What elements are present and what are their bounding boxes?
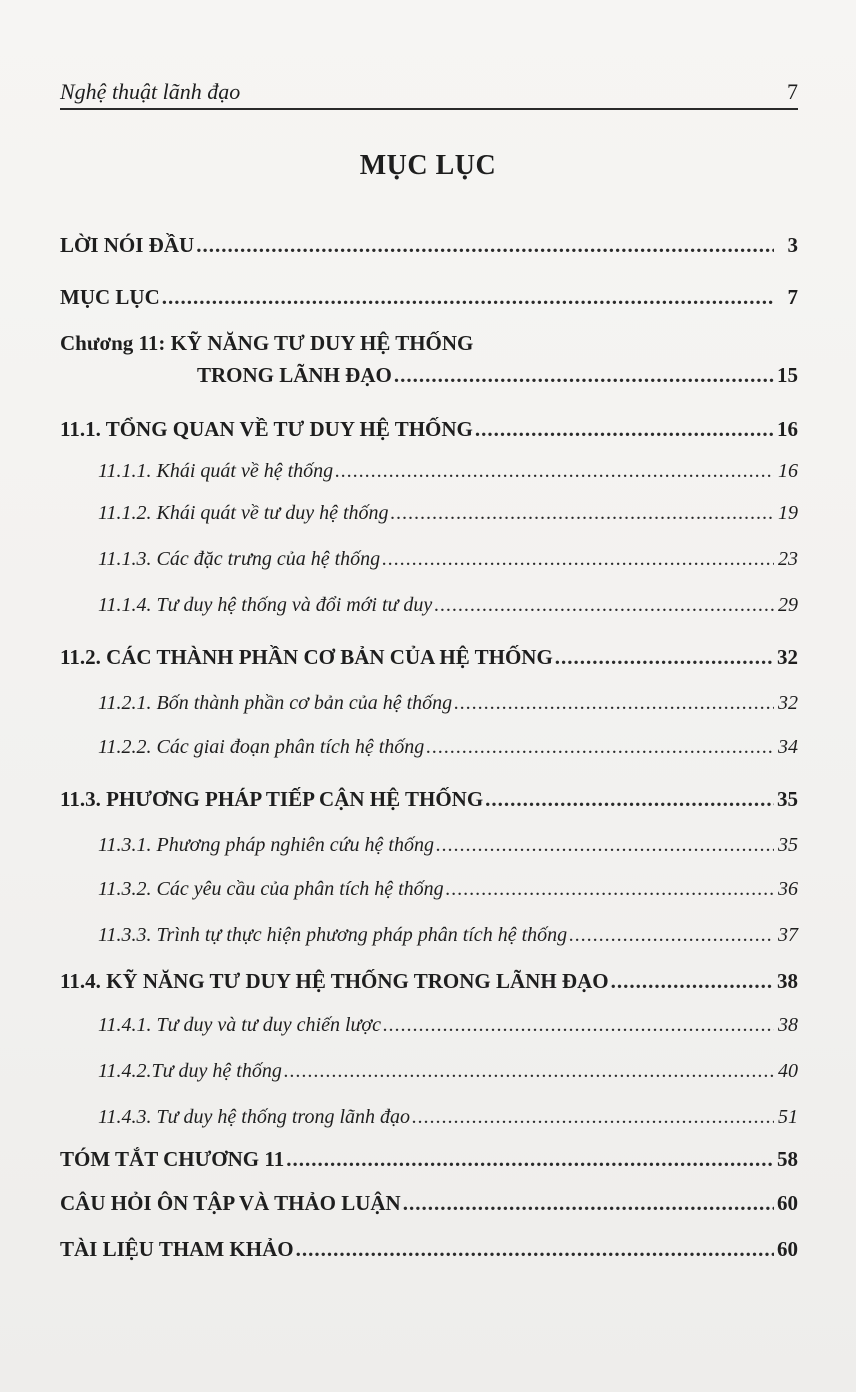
dot-leader: [485, 786, 774, 812]
dot-leader: [436, 832, 774, 858]
running-header: [60, 78, 798, 110]
toc-entry-page: 19: [778, 502, 798, 524]
toc-entry-subsection: [60, 1104, 798, 1130]
dot-leader: [611, 968, 774, 994]
toc-entry-subsection: [60, 1058, 798, 1084]
toc-heading: MỤC LỤC: [359, 150, 497, 181]
toc-entry-label: 11.3.3. Trình tự thực hiện phương pháp phân tích hệ thống: [98, 924, 568, 946]
toc-entry-page: 34: [778, 736, 798, 758]
toc-entry-page: 38: [778, 1014, 798, 1036]
toc-entry-subsection: [60, 500, 798, 526]
toc-entry-label: 11.4.1. Tư duy và tư duy chiến lược: [98, 1014, 381, 1036]
toc-entry-label: 11.2.1. Bốn thành phần cơ bản của hệ thống: [98, 692, 453, 714]
toc-entry-page: 35: [777, 787, 798, 811]
toc-entry-subsection: [60, 734, 798, 760]
toc-entry-label: 11.1.2. Khái quát về tư duy hệ thống: [98, 502, 389, 524]
toc-entry-page: 38: [777, 969, 798, 993]
toc-entry-page: 60: [777, 1237, 798, 1261]
toc-entry-section: [60, 416, 798, 442]
toc-entry-page: 23: [778, 548, 798, 570]
toc-entry-references: [60, 1236, 798, 1262]
toc-entry-subsection: [60, 1012, 798, 1038]
toc-entry-subsection: [60, 546, 798, 572]
toc-entry-label: LỜI NÓI ĐẦU: [60, 233, 195, 257]
dot-leader: [162, 284, 774, 310]
dot-leader: [569, 922, 774, 948]
toc-entry-page: 35: [778, 834, 798, 856]
dot-leader: [403, 1190, 774, 1216]
page-number: 7: [787, 79, 798, 104]
toc-entry-label: 11.3.1. Phương pháp nghiên cứu hệ thống: [98, 834, 434, 856]
toc-entry-section: [60, 968, 798, 994]
chapter-title-line1: Chương 11: KỸ NĂNG TƯ DUY HỆ THỐNG: [60, 331, 474, 355]
toc-entry-label: MỤC LỤC: [60, 285, 160, 309]
dot-leader: [335, 458, 774, 484]
toc-entry-label: 11.1.1. Khái quát về hệ thống: [98, 460, 334, 482]
dot-leader: [394, 362, 774, 388]
toc-entry-label: 11.1. TỔNG QUAN VỀ TƯ DUY HỆ THỐNG: [60, 417, 473, 441]
toc-entry-label: CÂU HỎI ÔN TẬP VÀ THẢO LUẬN: [60, 1191, 401, 1215]
toc-entry-page: 36: [778, 878, 798, 900]
dot-leader: [383, 1012, 774, 1038]
toc-entry-label: 11.4.3. Tư duy hệ thống trong lãnh đạo: [98, 1106, 411, 1128]
toc-entry-page: 40: [778, 1060, 798, 1082]
dot-leader: [475, 416, 774, 442]
toc-entry-preface: [60, 232, 798, 258]
toc-entry-label: TÓM TẮT CHƯƠNG 11: [60, 1147, 285, 1171]
toc-entry-contents: [60, 284, 798, 310]
dot-leader: [454, 690, 774, 716]
dot-leader: [434, 592, 774, 618]
dot-leader: [196, 232, 774, 258]
book-title: Nghệ thuật lãnh đạo: [60, 79, 241, 104]
toc-entry-label: 11.3.2. Các yêu cầu của phân tích hệ thống: [98, 878, 444, 900]
toc-entry-label: 11.4.2.Tư duy hệ thống: [98, 1060, 282, 1082]
dot-leader: [382, 546, 774, 572]
toc-entry-subsection: [60, 592, 798, 618]
toc-entry-label: 11.1.3. Các đặc trưng của hệ thống: [98, 548, 381, 570]
toc-entry-page: 29: [778, 594, 798, 616]
toc-entry-page: 15: [777, 363, 798, 387]
dot-leader: [284, 1058, 774, 1084]
toc-entry-label: 11.1.4. Tư duy hệ thống và đổi mới tư duy: [98, 594, 433, 616]
toc-entry-page: 60: [777, 1191, 798, 1215]
dot-leader: [412, 1104, 774, 1130]
toc-entry-subsection: [60, 690, 798, 716]
toc-entry-page: 32: [778, 692, 798, 714]
toc-entry-section: [60, 644, 798, 670]
toc-entry-label: 11.2.2. Các giai đoạn phân tích hệ thống: [98, 736, 425, 758]
toc-entry-page: 7: [787, 285, 798, 309]
chapter-title-line2: TRONG LÃNH ĐẠO: [197, 363, 392, 387]
toc-entry-label: 11.4. KỸ NĂNG TƯ DUY HỆ THỐNG TRONG LÃNH ĐẠO: [60, 969, 609, 993]
toc-entry-subsection: [60, 458, 798, 484]
toc-entry-page: 58: [777, 1147, 798, 1171]
toc-entry-page: 37: [778, 924, 798, 946]
dot-leader: [555, 644, 774, 670]
toc-entry-page: 16: [778, 460, 798, 482]
dot-leader: [391, 500, 775, 526]
toc-entry-review-questions: [60, 1190, 798, 1216]
toc-entry-label: 11.2. CÁC THÀNH PHẦN CƠ BẢN CỦA HỆ THỐNG: [60, 645, 553, 669]
toc-entry-summary: [60, 1146, 798, 1172]
toc-entry-label: 11.3. PHƯƠNG PHÁP TIẾP CẬN HỆ THỐNG: [60, 787, 484, 811]
toc-entry-chapter: [197, 362, 798, 388]
toc-entry-page: 3: [787, 233, 798, 257]
dot-leader: [286, 1146, 774, 1172]
dot-leader: [296, 1236, 774, 1262]
dot-leader: [446, 876, 774, 902]
toc-entry-subsection: [60, 832, 798, 858]
toc-entry-page: 16: [777, 417, 798, 441]
toc-entry-page: 32: [777, 645, 798, 669]
toc-entry-page: 51: [778, 1106, 798, 1128]
toc-entry-label: TÀI LIỆU THAM KHẢO: [60, 1237, 294, 1261]
toc-entry-section: [60, 786, 798, 812]
dot-leader: [426, 734, 774, 760]
toc-entry-subsection: [60, 876, 798, 902]
toc-entry-subsection: [60, 922, 798, 948]
